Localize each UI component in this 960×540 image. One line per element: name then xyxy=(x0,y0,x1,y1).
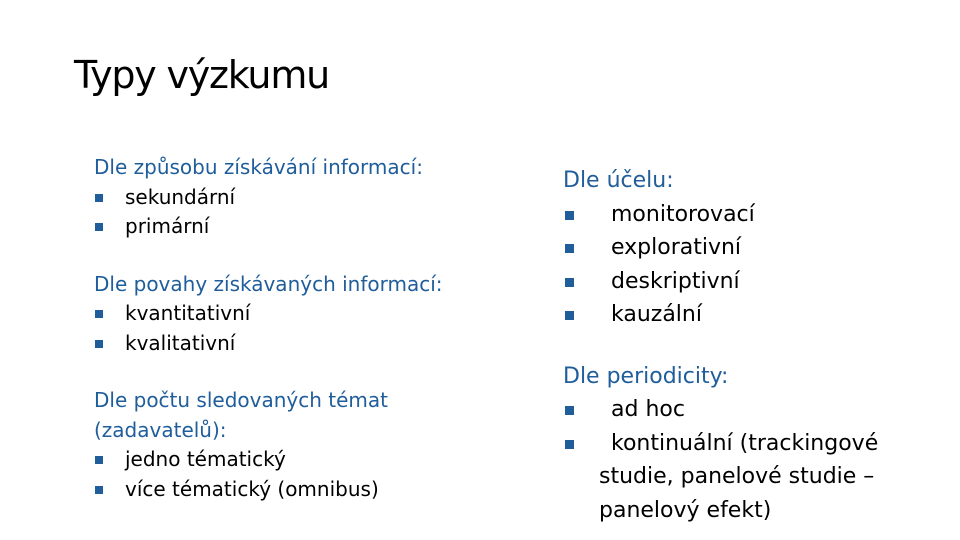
square-bullet-icon xyxy=(565,311,574,320)
list-item: kvantitativní xyxy=(94,299,524,329)
list-item: ad hoc xyxy=(563,393,923,427)
slide-title: Typy výzkumu xyxy=(74,53,330,97)
square-bullet-icon xyxy=(565,244,574,253)
section-heading-line2: (zadavatelů): xyxy=(94,417,227,442)
square-bullet-icon xyxy=(95,340,103,348)
section-heading: Dle povahy získávaných informací: xyxy=(94,271,443,296)
list-item: explorativní xyxy=(563,231,923,265)
section-information-nature xyxy=(94,270,524,359)
square-bullet-icon xyxy=(565,211,574,220)
square-bullet-icon xyxy=(565,406,574,415)
square-bullet-icon xyxy=(565,440,574,449)
list-item: deskriptivní xyxy=(563,265,923,299)
section-heading-line1: Dle počtu sledovaných témat xyxy=(94,388,388,412)
right-column xyxy=(563,164,923,527)
square-bullet-icon xyxy=(95,194,103,202)
list-item: kontinuální (trackingové studie, panelové studie – panelový efekt) xyxy=(563,427,923,528)
square-bullet-icon xyxy=(565,278,574,287)
square-bullet-icon xyxy=(95,310,103,318)
list-item: více tématický (omnibus) xyxy=(94,475,524,505)
section-heading: Dle účelu: xyxy=(563,168,674,193)
square-bullet-icon xyxy=(95,223,103,231)
list-item: kauzální xyxy=(563,298,923,332)
square-bullet-icon xyxy=(95,486,103,494)
list-item: kvalitativní xyxy=(94,329,524,359)
list-item: sekundární xyxy=(94,183,524,213)
left-column xyxy=(94,153,524,504)
list-item: primární xyxy=(94,212,524,242)
section-periodicity xyxy=(563,360,923,528)
list-item: monitorovací xyxy=(563,198,923,232)
section-acquisition-method xyxy=(94,153,524,242)
square-bullet-icon xyxy=(95,456,103,464)
section-purpose xyxy=(563,164,923,332)
list-item: jedno tématický xyxy=(94,445,524,475)
section-heading: Dle periodicity: xyxy=(563,363,729,389)
section-topic-count xyxy=(94,386,524,504)
section-heading: Dle způsobu získávání informací: xyxy=(94,155,423,179)
